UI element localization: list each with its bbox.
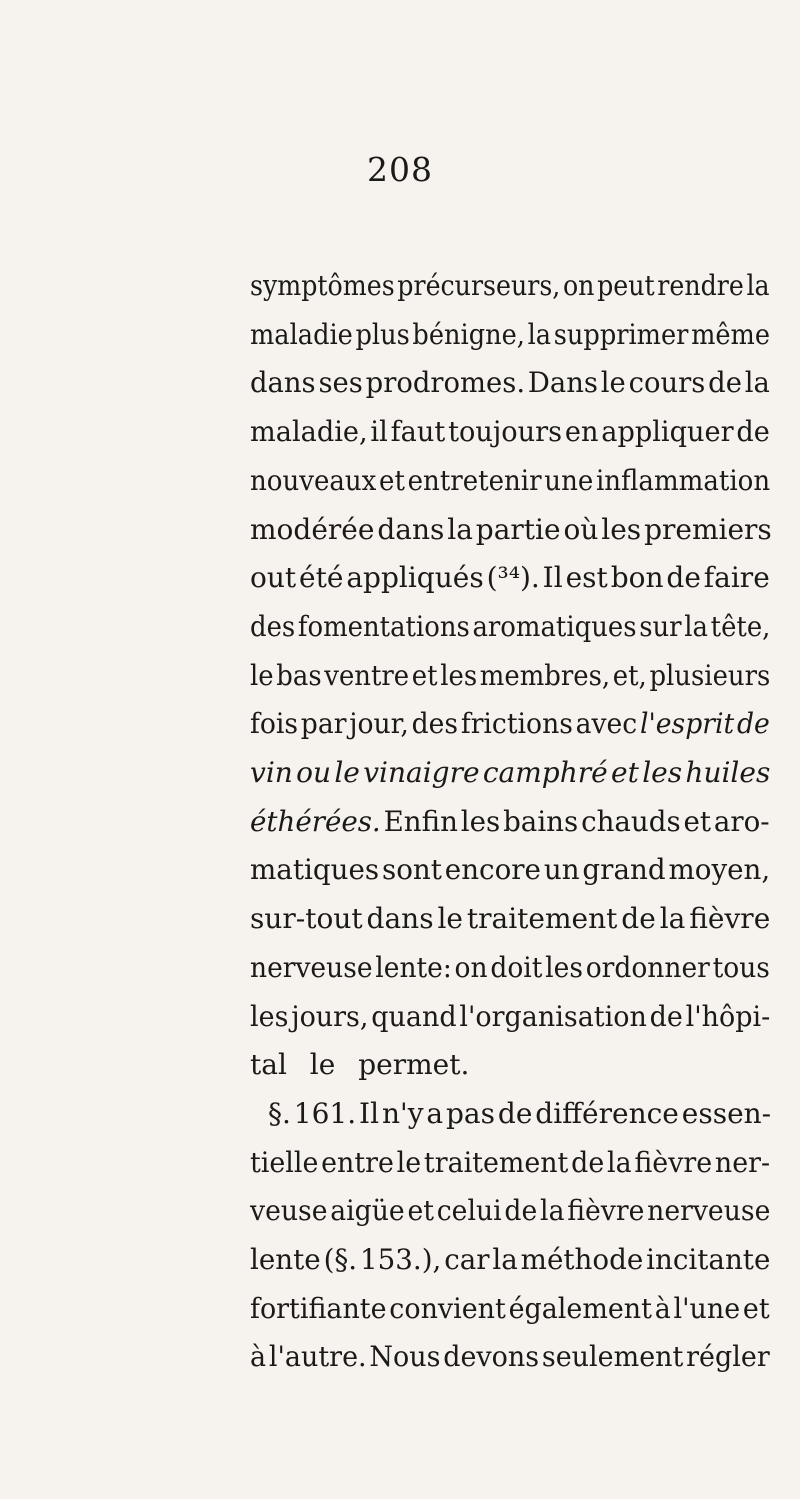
text-line — [250, 609, 771, 643]
line-text: des fomentations aromatiques sur la tête, — [250, 609, 771, 643]
text-line — [250, 999, 771, 1033]
text-line — [250, 804, 770, 838]
line-text: sur-tout dans le traitement de la fièvre — [250, 902, 771, 936]
text-line — [250, 512, 772, 546]
text-line — [250, 902, 771, 936]
text-line — [250, 415, 770, 449]
text-line — [250, 1291, 770, 1325]
line-text: fortifiante convient également à l'une et — [250, 1291, 770, 1325]
line-text: lente (§. 153.), car la méthode incitante — [250, 1243, 771, 1276]
text-line — [250, 1194, 771, 1228]
line-text: nouveaux et entretenir une inflammation — [250, 463, 771, 497]
text-line — [250, 561, 770, 595]
text-line — [250, 463, 771, 497]
line-text: maladie plus bénigne, la supprimer même — [250, 317, 771, 351]
text-line — [250, 1048, 470, 1082]
text-line — [250, 658, 771, 692]
line-text: veuse aigüe et celui de la fièvre nerveuse — [250, 1194, 771, 1228]
page-number: 208 — [367, 150, 433, 189]
line-text: out été appliqués (³⁴). Il est bon de faire — [250, 561, 770, 595]
line-text: symptômes précurseurs, on peut rendre la — [250, 269, 770, 302]
text-line — [250, 1243, 771, 1276]
italic-text: l'esprit de — [639, 707, 770, 741]
italic-text: vin ou le vinaigre camphré et les huiles — [250, 756, 771, 789]
line-text: dans ses prodromes. Dans le cours de la — [250, 366, 770, 400]
line-text: fois par jour, des frictions avec — [250, 707, 640, 741]
line-text: modérée dans la partie où les premiers — [250, 512, 772, 546]
line-text: à l'autre. Nous devons seulement régler — [250, 1340, 770, 1374]
text-line — [250, 707, 770, 741]
text-line — [250, 366, 770, 400]
text-line — [250, 1340, 770, 1374]
line-text: nerveuse lente: on doit les ordonner tous — [250, 950, 770, 984]
text-line — [250, 756, 771, 789]
italic-text: éthérées. — [250, 804, 381, 838]
text-line — [250, 950, 770, 984]
text-line — [250, 269, 770, 302]
line-text: Enfin les bains chauds et aro- — [380, 804, 770, 838]
text-line — [250, 317, 771, 351]
line-text: §. 161. Il n'y a pas de différence essen- — [268, 1096, 772, 1130]
line-text: tal le permet. — [250, 1048, 470, 1082]
line-text: le bas ventre et les membres, et, plusieurs — [250, 658, 771, 692]
line-text: les jours, quand l'organisation de l'hôpi- — [250, 999, 771, 1033]
line-text: matiques sont encore un grand moyen, — [250, 853, 771, 887]
text-line — [250, 1145, 771, 1179]
text-line — [268, 1096, 772, 1130]
line-text: tielle entre le traitement de la fièvre ner- — [250, 1145, 771, 1179]
line-text: maladie, il faut toujours en appliquer de — [250, 415, 770, 449]
text-line — [250, 853, 771, 887]
